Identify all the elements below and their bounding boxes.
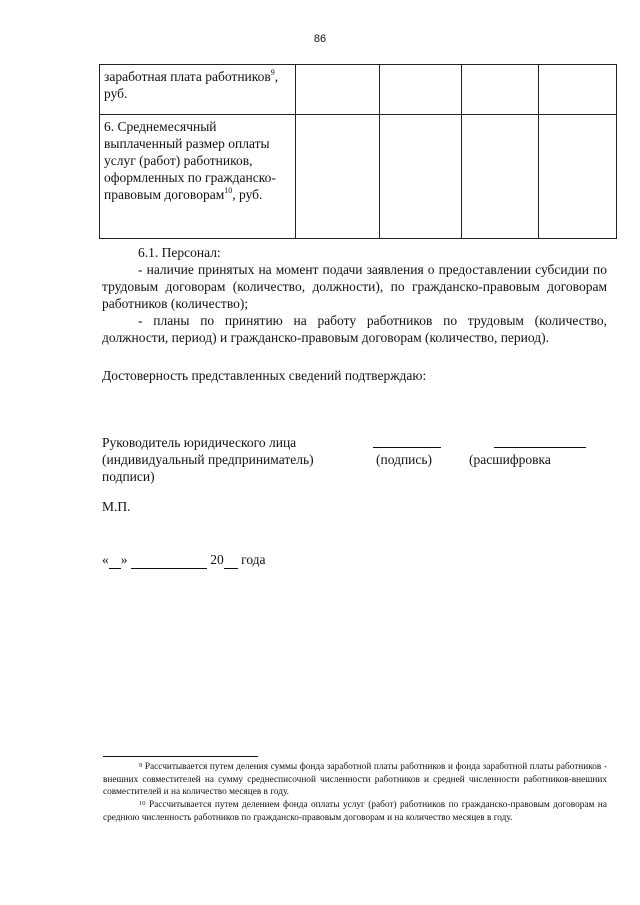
- decode-label-cont: подписи): [102, 469, 155, 484]
- footnote-number: 10: [139, 800, 146, 807]
- section-heading: 6.1. Персонал:: [138, 245, 221, 260]
- confirmation-text: Достоверность представленных сведений подтверждаю:: [102, 368, 427, 383]
- row-label-text: 6. Среднемесячный выплаченный размер оплаты услуг (работ) работников, оформленных по гражданско-правовым договорам: [104, 119, 276, 202]
- signature-label: (подпись): [376, 452, 433, 467]
- table-cell[interactable]: [462, 65, 539, 115]
- signature-line[interactable]: [373, 447, 441, 448]
- row-label: [100, 115, 296, 239]
- head-title-note: (индивидуальный предприниматель): [102, 452, 314, 467]
- decode-line[interactable]: [494, 447, 586, 448]
- data-table: [99, 64, 617, 239]
- row-label-text: заработная плата работников: [104, 69, 271, 84]
- decode-label: (расшифровка: [469, 452, 551, 467]
- footnote-10: [103, 799, 607, 824]
- month-blank[interactable]: [131, 551, 207, 569]
- table-row: [100, 115, 617, 239]
- row-label-unit: , руб.: [232, 187, 263, 202]
- date-open-quote: «: [102, 552, 109, 567]
- table-cell[interactable]: [539, 115, 617, 239]
- stamp-label: М.П.: [102, 499, 131, 514]
- table-cell[interactable]: [462, 115, 539, 239]
- table-cell[interactable]: [539, 65, 617, 115]
- table-cell[interactable]: [296, 65, 380, 115]
- year-prefix: 20: [210, 552, 224, 567]
- date-close-quote: »: [120, 552, 128, 567]
- footnote-ref: 10: [224, 186, 233, 195]
- row-label: [100, 65, 296, 115]
- row-label-unit: , руб.: [104, 69, 279, 101]
- personnel-item-plans: - планы по принятию на работу работников по трудовым (количество, должности, период) и гражданско-правовым договорам (количество, период).: [102, 313, 607, 345]
- year-blank[interactable]: [224, 551, 238, 569]
- table-cell[interactable]: [380, 65, 462, 115]
- footnote-9: [103, 761, 607, 799]
- page-number: 86: [313, 33, 327, 45]
- table-cell[interactable]: [380, 115, 462, 239]
- footnote-divider: [103, 756, 258, 757]
- footnote-text: Рассчитывается путем делением фонда оплаты услуг (работ) работников по гражданско-правовым договорам на среднюю численность работников по гражданско-правовым договорам и на количество месяцев в году.: [103, 800, 607, 823]
- table-row: [100, 65, 617, 115]
- year-word: года: [241, 552, 266, 567]
- personnel-item-current: - наличие принятых на момент подачи заявления о предоставлении субсидии по трудовым договорам (количество, должности), по гражданско-правовым договорам работников (количество);: [102, 262, 607, 311]
- date-line: [102, 551, 266, 569]
- day-blank[interactable]: [109, 551, 121, 569]
- footnote-text: Рассчитывается путем деления суммы фонда заработной платы работников и фонда заработной платы работников - внешних совместителей на сумму среднесписочной численности работников и средней численности работников-внешних совместителей и на количество месяцев в году.: [103, 762, 607, 797]
- head-title: Руководитель юридического лица: [102, 435, 297, 450]
- table-cell[interactable]: [296, 115, 380, 239]
- footnote-number: 9: [139, 762, 143, 769]
- footnote-ref: 9: [270, 68, 275, 77]
